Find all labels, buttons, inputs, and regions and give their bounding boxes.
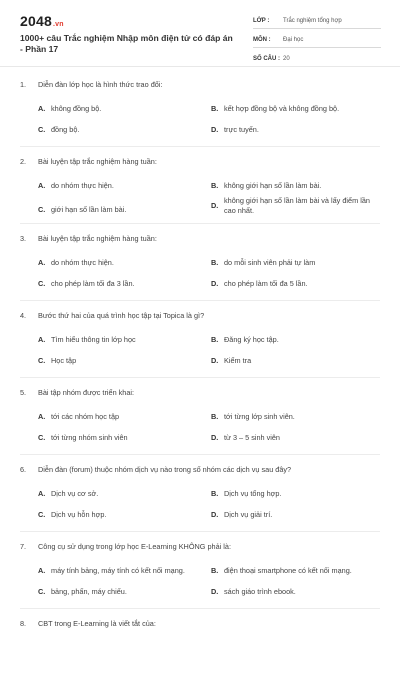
option-text: máy tính bảng, máy tính có kết nối mạng. xyxy=(51,566,185,575)
question-number: 2. xyxy=(20,157,27,166)
option-text: Dịch vụ hỗn hợp. xyxy=(51,510,107,519)
option-text: đồng bộ. xyxy=(51,125,80,134)
option-b[interactable] xyxy=(211,489,374,499)
option-text: Dịch vụ cơ sở. xyxy=(51,489,99,498)
question-number: 6. xyxy=(20,465,27,474)
option-text: không giới hạn số lần làm bài và lấy điểm lần cao nhất. xyxy=(224,196,370,215)
meta-subject xyxy=(253,32,381,48)
option-text: Tìm hiểu thông tin lớp học xyxy=(51,335,136,344)
question-number: 8. xyxy=(20,619,27,628)
option-text: không giới hạn số lần làm bài. xyxy=(224,181,322,190)
option-a[interactable] xyxy=(38,181,201,191)
option-c[interactable] xyxy=(38,125,201,135)
option-b[interactable] xyxy=(211,335,374,345)
option-text: trực tuyến. xyxy=(224,125,259,134)
option-letter: D. xyxy=(211,510,219,519)
header-divider xyxy=(0,66,400,67)
document-title: 1000+ câu Trắc nghiệm Nhập môn điện tử có đáp án - Phần 17 xyxy=(20,33,233,54)
question-item xyxy=(0,465,400,542)
meta-question-count xyxy=(253,51,381,67)
option-b[interactable] xyxy=(211,181,374,191)
question-stem xyxy=(20,542,231,551)
option-b[interactable] xyxy=(211,104,374,114)
option-d[interactable] xyxy=(211,433,374,443)
option-letter: A. xyxy=(38,412,46,421)
option-letter: B. xyxy=(211,104,219,113)
meta-label: MÔN : xyxy=(253,36,271,43)
option-text: Kiểm tra xyxy=(224,356,252,365)
option-text: giới hạn số lần làm bài. xyxy=(51,205,127,214)
meta-value: Trắc nghiệm tổng hợp xyxy=(283,17,342,24)
question-text: Diễn đàn (forum) thuộc nhóm dịch vụ nào trong số nhóm các dịch vụ sau đây? xyxy=(38,465,292,474)
question-item xyxy=(0,619,400,696)
option-letter: A. xyxy=(38,104,46,113)
option-text: Dịch vụ giải trí. xyxy=(224,510,273,519)
option-letter: C. xyxy=(38,205,46,214)
option-letter: D. xyxy=(211,587,219,596)
question-text: Công cụ sử dụng trong lớp học E-Learning KHÔNG phải là: xyxy=(38,542,232,551)
option-letter: C. xyxy=(38,433,46,442)
question-stem xyxy=(20,157,157,166)
question-text: Bài luyện tập trắc nghiệm hàng tuần: xyxy=(38,157,157,166)
option-a[interactable] xyxy=(38,489,201,499)
question-divider xyxy=(20,377,380,378)
option-c[interactable] xyxy=(38,587,201,597)
option-letter: B. xyxy=(211,489,219,498)
document-header xyxy=(0,0,400,64)
option-text: tới từng lớp sinh viên. xyxy=(224,412,295,421)
option-b[interactable] xyxy=(211,566,374,576)
option-letter: B. xyxy=(211,412,219,421)
question-divider xyxy=(20,146,380,147)
option-letter: B. xyxy=(211,566,219,575)
option-d[interactable] xyxy=(211,196,374,215)
meta-value: Đại học xyxy=(283,36,304,43)
option-a[interactable] xyxy=(38,335,201,345)
option-letter: C. xyxy=(38,587,46,596)
option-c[interactable] xyxy=(38,433,201,443)
option-text: do nhóm thực hiện. xyxy=(51,258,114,267)
option-text: từ 3 – 5 sinh viên xyxy=(224,433,280,442)
question-item xyxy=(0,157,400,234)
option-c[interactable] xyxy=(38,356,201,366)
question-number: 3. xyxy=(20,234,27,243)
option-letter: A. xyxy=(38,258,46,267)
question-text: Bài luyện tập trắc nghiệm hàng tuần: xyxy=(38,234,157,243)
question-divider xyxy=(20,531,380,532)
meta-class xyxy=(253,13,381,29)
option-text: tới các nhóm học tập xyxy=(51,412,120,421)
question-text: Bước thứ hai của quá trình học tập tại Topica là gì? xyxy=(38,311,205,320)
question-stem xyxy=(20,80,162,89)
option-d[interactable] xyxy=(211,279,374,289)
option-d[interactable] xyxy=(211,356,374,366)
option-letter: A. xyxy=(38,335,46,344)
option-letter: D. xyxy=(211,201,219,210)
meta-value: 20 xyxy=(283,55,290,62)
option-letter: C. xyxy=(38,125,46,134)
question-item xyxy=(0,234,400,311)
question-divider xyxy=(20,300,380,301)
option-text: do mỗi sinh viên phải tự làm xyxy=(224,258,316,267)
option-letter: D. xyxy=(211,279,219,288)
option-b[interactable] xyxy=(211,258,374,268)
option-letter: B. xyxy=(211,181,219,190)
question-divider xyxy=(20,223,380,224)
question-item xyxy=(0,80,400,157)
option-text: sách giáo trình ebook. xyxy=(224,587,296,596)
option-c[interactable] xyxy=(38,279,201,289)
option-a[interactable] xyxy=(38,566,201,576)
question-text: Bài tập nhóm được triển khai: xyxy=(38,388,135,397)
question-divider xyxy=(20,608,380,609)
question-stem xyxy=(20,311,204,320)
question-stem xyxy=(20,388,134,397)
option-text: Học tập xyxy=(51,356,77,365)
option-text: kết hợp đồng bộ và không đồng bộ. xyxy=(224,104,340,113)
option-a[interactable] xyxy=(38,412,201,422)
question-text: Diễn đàn lớp học là hình thức trao đổi: xyxy=(38,80,163,89)
question-stem xyxy=(20,465,291,474)
question-stem xyxy=(20,234,157,243)
option-text: do nhóm thực hiện. xyxy=(51,181,114,190)
document-meta xyxy=(253,13,381,70)
option-d[interactable] xyxy=(211,125,374,135)
option-letter: D. xyxy=(211,356,219,365)
question-number: 5. xyxy=(20,388,27,397)
option-b[interactable] xyxy=(211,412,374,422)
site-logo[interactable] xyxy=(20,13,64,29)
option-c[interactable] xyxy=(38,510,201,520)
option-text: Dịch vụ tổng hợp. xyxy=(224,489,282,498)
option-letter: B. xyxy=(211,335,219,344)
option-text: bảng, phấn, máy chiếu. xyxy=(51,587,127,596)
option-letter: A. xyxy=(38,566,46,575)
option-letter: C. xyxy=(38,510,46,519)
option-letter: C. xyxy=(38,279,46,288)
question-divider xyxy=(20,454,380,455)
question-text: CBT trong E-Learning là viết tắt của: xyxy=(38,619,156,628)
option-text: Đăng ký học tập. xyxy=(224,335,279,344)
option-text: tới từng nhóm sinh viên xyxy=(51,433,128,442)
option-c[interactable] xyxy=(38,205,201,215)
question-list xyxy=(0,80,400,696)
option-d[interactable] xyxy=(211,510,374,520)
option-letter: C. xyxy=(38,356,46,365)
option-text: cho phép làm tối đa 5 lần. xyxy=(224,279,308,288)
logo-text: 2048 xyxy=(20,13,52,29)
option-letter: A. xyxy=(38,489,46,498)
option-letter: D. xyxy=(211,433,219,442)
question-stem xyxy=(20,619,156,628)
question-item xyxy=(0,388,400,465)
option-a[interactable] xyxy=(38,258,201,268)
question-number: 1. xyxy=(20,80,27,89)
question-item xyxy=(0,542,400,619)
question-item xyxy=(0,311,400,388)
meta-label: LỚP : xyxy=(253,17,270,24)
option-text: điện thoại smartphone có kết nối mạng. xyxy=(224,566,352,575)
question-number: 7. xyxy=(20,542,27,551)
question-number: 4. xyxy=(20,311,27,320)
option-a[interactable] xyxy=(38,104,201,114)
option-d[interactable] xyxy=(211,587,374,597)
option-text: không đồng bộ. xyxy=(51,104,102,113)
option-letter: A. xyxy=(38,181,46,190)
option-letter: B. xyxy=(211,258,219,267)
option-letter: D. xyxy=(211,125,219,134)
meta-label: SỐ CÂU : xyxy=(253,55,280,62)
option-text: cho phép làm tối đa 3 lần. xyxy=(51,279,135,288)
logo-suffix: .vn xyxy=(52,21,64,28)
